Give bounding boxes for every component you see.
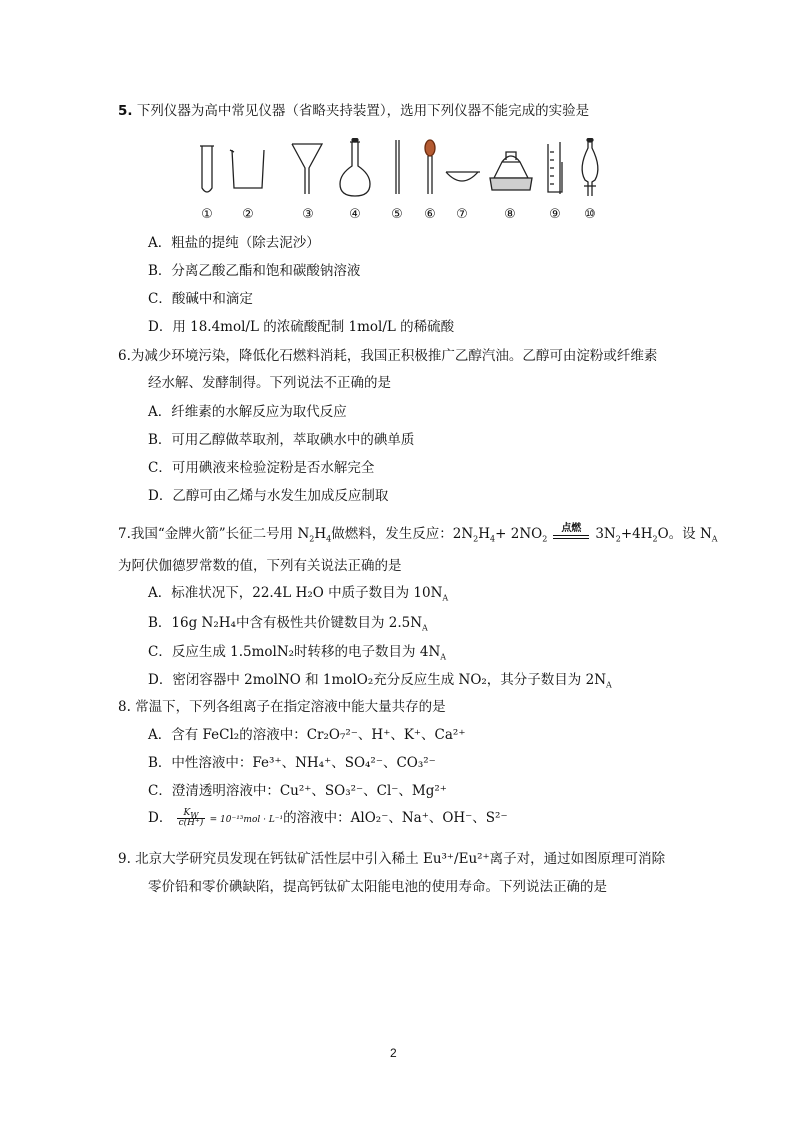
apparatus-label-3: ③ xyxy=(302,207,314,222)
question-5-number: 5. xyxy=(118,103,133,119)
question-8-option-c: C．澄清透明溶液中：Cu²⁺、SO₃²⁻、Cl⁻、Mg²⁺ xyxy=(148,783,447,799)
apparatus-label-2: ② xyxy=(242,207,254,222)
question-5-option-b: B．分离乙酸乙酯和饱和碳酸钠溶液 xyxy=(148,263,361,279)
volumetric-flask-icon xyxy=(340,138,370,196)
question-5-option-a: A．粗盐的提纯（除去泥沙） xyxy=(148,235,320,251)
question-7-option-c: C．反应生成 1.5molN₂时转移的电子数目为 $4N_A$ xyxy=(148,644,447,662)
question-9-stem-line2: 零价铅和零价碘缺陷，提高钙钛矿太阳能电池的使用寿命。下列说法正确的是 xyxy=(148,879,607,895)
kw-fraction: $\frac{K_W}{c(H^+)}$ xyxy=(178,808,204,828)
test-tube-icon xyxy=(200,146,214,192)
question-8-option-b: B．中性溶液中：Fe³⁺、NH₄⁺、SO₄²⁻、CO₃²⁻ xyxy=(148,755,436,771)
question-8-option-d: D． $\frac{K_W}{c(H^+)}$ = 10⁻¹³mol · L⁻¹的溶液中：AlO₂⁻、Na⁺、OH⁻、S²⁻ xyxy=(148,808,508,828)
question-5-text: 下列仪器为高中常见仪器（省略夹持装置），选用下列仪器不能完成的实验是 xyxy=(136,103,590,119)
question-8-option-a: A．含有 FeCl₂的溶液中：Cr₂O₇²⁻、H⁺、K⁺、Ca²⁺ xyxy=(148,727,466,743)
question-6-stem-line2: 经水解、发酵制得。下列说法不正确的是 xyxy=(148,375,391,391)
apparatus-label-9: ⑨ xyxy=(549,207,561,222)
question-6-option-c: C．可用碘液来检验淀粉是否水解完全 xyxy=(148,460,375,476)
apparatus-label-6: ⑥ xyxy=(424,207,436,222)
question-6-stem-line1: 6.为减少环境污染，降低化石燃料消耗，我国正积极推广乙醇汽油。乙醇可由淀粉或纤维素 xyxy=(118,348,658,364)
separatory-funnel-icon xyxy=(582,138,598,196)
question-9-stem-line1: 9. 北京大学研究员发现在钙钛矿活性层中引入稀土 Eu³⁺/Eu²⁺离子对，通过如图原理可消除 xyxy=(118,851,666,867)
burette-icon xyxy=(548,142,562,194)
question-6-option-b: B．可用乙醇做萃取剂，萃取碘水中的碘单质 xyxy=(148,432,415,448)
question-5-option-d: D．用 18.4mol/L 的浓硫酸配制 1mol/L 的稀硫酸 xyxy=(148,319,455,335)
question-8-stem: 8. 常温下，下列各组离子在指定溶液中能大量共存的是 xyxy=(118,699,446,715)
glass-rod-icon xyxy=(396,140,399,194)
question-7-option-d: D．密闭容器中 2molNO 和 1molO₂充分反应生成 NO₂，其分子数目为 $2N_A$ xyxy=(148,672,612,690)
dropper-icon xyxy=(425,140,435,194)
apparatus-label-7: ⑦ xyxy=(456,207,468,222)
beaker-icon xyxy=(230,150,264,188)
page-number: 2 xyxy=(390,1046,397,1060)
question-5-stem xyxy=(118,101,589,121)
lab-apparatus-figure xyxy=(190,138,610,228)
funnel-icon xyxy=(292,144,322,194)
evaporating-dish-icon xyxy=(446,172,480,181)
question-7-stem-line1: 7.我国“金牌火箭”长征二号用 $N_2H_4$做燃料，发生反应：$2N_2H_4+ 2NO_2$ 点燃 $3N_2+4H_2O$。设 $N_A$ xyxy=(118,522,718,544)
question-7-option-a: A．标准状况下，22.4L H₂O 中质子数目为 $10N_A$ xyxy=(148,585,449,603)
apparatus-label-4: ④ xyxy=(349,207,361,222)
question-7-option-b: B．16g N₂H₄中含有极性共价键数目为 $2.5N_A$ xyxy=(148,615,428,633)
question-5-option-c: C．酸碱中和滴定 xyxy=(148,291,253,307)
apparatus-label-8: ⑧ xyxy=(504,207,516,222)
apparatus-label-10: ⑩ xyxy=(584,207,596,222)
crucible-icon xyxy=(490,152,532,190)
reaction-condition: 点燃 xyxy=(551,528,591,542)
apparatus-label-1: ① xyxy=(201,207,213,222)
question-7-stem-line2: 为阿伏伽德罗常数的值，下列有关说法正确的是 xyxy=(118,558,402,574)
question-6-option-d: D．乙醇可由乙烯与水发生加成反应制取 xyxy=(148,488,389,504)
question-6-option-a: A．纤维素的水解反应为取代反应 xyxy=(148,404,347,420)
apparatus-label-5: ⑤ xyxy=(391,207,403,222)
